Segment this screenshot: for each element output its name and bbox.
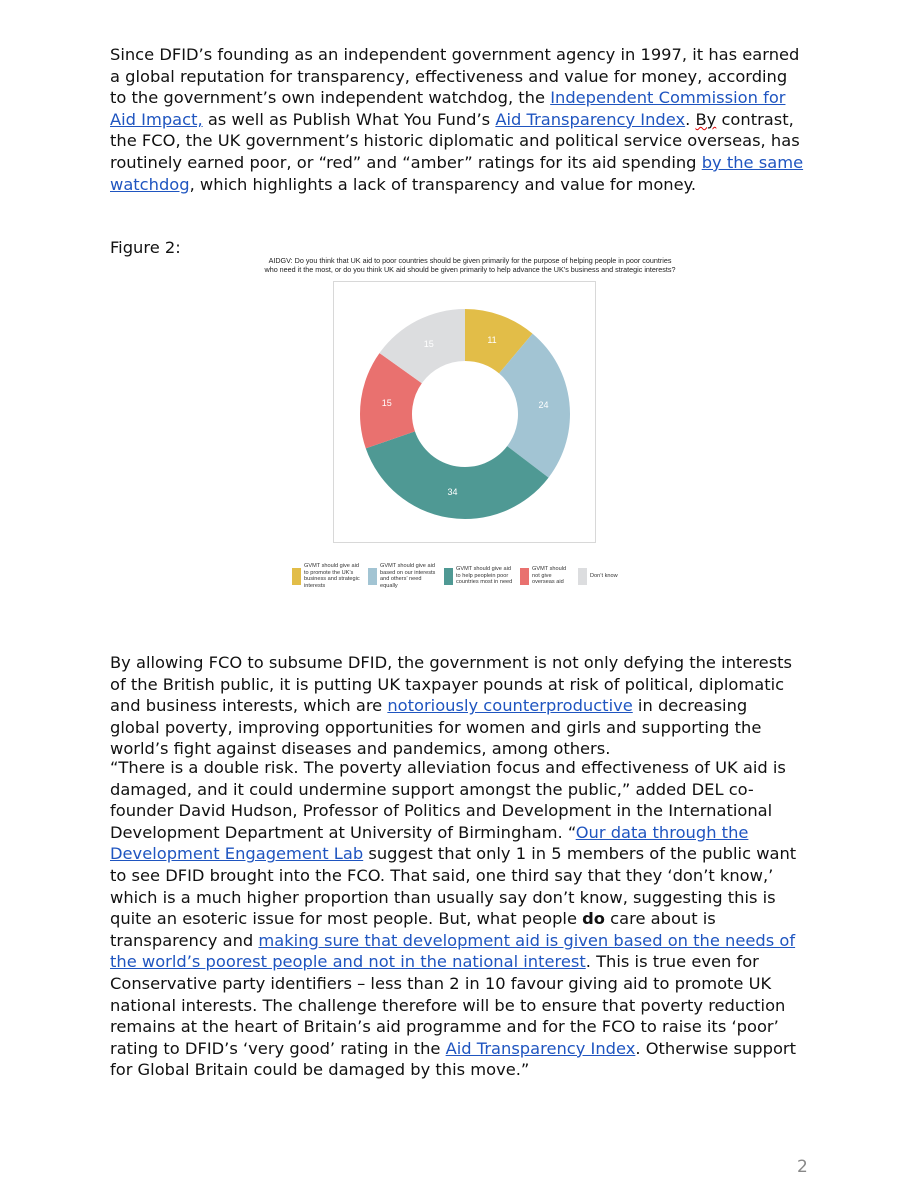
- misspelled-word: By: [695, 109, 717, 129]
- text-run: which is a much higher proportion than usually say don’t know, suggesting this is: [110, 887, 776, 907]
- text-line: [110, 152, 803, 174]
- text-run: . Otherwise support: [635, 1038, 796, 1058]
- page-number: 2: [797, 1157, 808, 1177]
- text-line: [110, 1059, 796, 1081]
- legend-item: [444, 563, 514, 589]
- text-line: [110, 674, 792, 696]
- text-run: founder David Hudson, Professor of Politics and Development in the International: [110, 801, 773, 821]
- text-run: transparency and: [110, 930, 259, 950]
- legend-label: Don’t know: [590, 572, 618, 579]
- chart-legend: [292, 563, 624, 589]
- legend-item: [578, 563, 624, 589]
- text-run: a global reputation for transparency, effectiveness and value for money, according: [110, 66, 788, 86]
- text-run: care about is: [605, 909, 716, 929]
- text-run: to the government’s own independent watchdog, the: [110, 88, 551, 108]
- text-line: [110, 695, 792, 717]
- text-line: [110, 652, 792, 674]
- slice-value-label: 15: [381, 397, 392, 408]
- legend-label: GVMT should give aid to promote the UK’s business and strategic interests: [304, 563, 360, 589]
- text-line: [110, 717, 792, 739]
- text-run: of the British public, it is putting UK taxpayer pounds at risk of political, diplomatic: [110, 674, 785, 694]
- text-run: .: [685, 109, 696, 129]
- text-run: rating to DFID’s ‘very good’ rating in the: [110, 1038, 446, 1058]
- chart-title-line: who need it the most, or do you think UK aid should be given primarily to help advance the UK’s business and strategic interests?: [264, 265, 676, 274]
- text-run: contrast,: [716, 109, 794, 129]
- text-line: [110, 174, 803, 196]
- bold-text: do: [582, 909, 605, 929]
- text-run: national interests. The challenge therefore will be to ensure that poverty reduction: [110, 995, 786, 1015]
- text-run: routinely earned poor, or “red” and “amber” ratings for its aid spending: [110, 152, 702, 172]
- hyperlink[interactable]: Development Engagement Lab: [110, 844, 364, 864]
- text-line: [110, 843, 796, 865]
- legend-label: GVMT should give aid to help peoplein poor countries most in need: [456, 566, 513, 586]
- text-line: [110, 779, 796, 801]
- slice-value-label: 24: [538, 400, 549, 411]
- text-run: By allowing FCO to subsume DFID, the government is not only defying the interests: [110, 653, 793, 672]
- text-run: to see DFID brought into the FCO. That said, one third say that they ‘don’t know,’: [110, 865, 774, 885]
- hyperlink[interactable]: Aid Transparency Index: [445, 1038, 636, 1058]
- legend-swatch: [578, 568, 587, 585]
- hyperlink[interactable]: Independent Commission for: [550, 88, 786, 108]
- legend-item: [292, 563, 362, 589]
- text-run: damaged, and it could undermine support amongst the public,” added DEL co-: [110, 779, 754, 799]
- slice-value-label: 34: [447, 487, 458, 498]
- text-run: remains at the heart of Britain’s aid programme and for the FCO to raise its ‘poor’: [110, 1017, 779, 1037]
- text-line: [110, 995, 796, 1017]
- text-line: [110, 44, 803, 66]
- legend-swatch: [520, 568, 529, 585]
- paragraph-fco-subsume: [110, 652, 792, 760]
- text-line: [110, 1038, 796, 1060]
- text-run: global poverty, improving opportunities for women and girls and supporting the: [110, 717, 762, 737]
- chart-title-line: AIDGV: Do you think that UK aid to poor countries should be given primarily for the purpose of helping people in poor countries: [268, 256, 672, 265]
- hyperlink[interactable]: Aid Impact,: [110, 109, 203, 129]
- text-line: [110, 800, 796, 822]
- donut-chart: [333, 281, 596, 543]
- legend-label: GVMT should give aid based on our interests and others’ need equally: [380, 563, 436, 589]
- text-line: [110, 109, 803, 131]
- text-line: [110, 130, 803, 152]
- legend-swatch: [292, 568, 301, 585]
- text-run: Conservative party identifiers – less than 2 in 10 favour giving aid to promote UK: [110, 973, 772, 993]
- text-run: , which highlights a lack of transparency and value for money.: [189, 174, 697, 194]
- text-line: [110, 908, 796, 930]
- text-run: quite an esoteric issue for most people. But, what people: [110, 909, 583, 929]
- text-line: [110, 1016, 796, 1038]
- text-line: [110, 887, 796, 909]
- text-run: in decreasing: [632, 696, 748, 716]
- text-line: [110, 951, 796, 973]
- legend-item: [520, 563, 572, 589]
- text-line: [110, 930, 796, 952]
- hyperlink[interactable]: Our data through the: [575, 822, 749, 842]
- text-run: world’s fight against diseases and pandemics, among others.: [110, 739, 611, 759]
- text-run: Development Department at University of Birmingham. “: [110, 822, 576, 842]
- legend-swatch: [368, 568, 377, 585]
- paragraph-quote: [110, 757, 796, 1081]
- text-line: [110, 865, 796, 887]
- hyperlink[interactable]: notoriously counterproductive: [387, 696, 633, 716]
- text-line: [110, 87, 803, 109]
- text-run: for Global Britain could be damaged by this move.”: [110, 1060, 530, 1080]
- legend-swatch: [444, 568, 453, 585]
- figure-label: Figure 2:: [110, 238, 181, 257]
- text-run: suggest that only 1 in 5 members of the public want: [363, 844, 797, 864]
- slice-value-label: 15: [423, 338, 434, 349]
- hyperlink[interactable]: by the same: [701, 152, 804, 172]
- text-line: [110, 973, 796, 995]
- text-line: [110, 66, 803, 88]
- slice-value-label: 11: [487, 334, 497, 345]
- hyperlink[interactable]: watchdog: [110, 174, 190, 194]
- text-run: the FCO, the UK government’s historic diplomatic and political service overseas, has: [110, 131, 800, 151]
- paragraph-transparency: [110, 44, 803, 195]
- text-line: [110, 822, 796, 844]
- text-run: . This is true even for: [585, 952, 759, 972]
- text-run: Since DFID’s founding as an independent government agency in 1997, it has earned: [110, 45, 800, 64]
- legend-label: GVMT should not give overseas aid: [532, 566, 567, 586]
- text-run: and business interests, which are: [110, 696, 388, 716]
- hyperlink[interactable]: the world’s poorest people and not in the national interest: [110, 952, 586, 972]
- legend-item: [368, 563, 438, 589]
- text-run: “There is a double risk. The poverty alleviation focus and effectiveness of UK aid is: [110, 758, 786, 777]
- hyperlink[interactable]: making sure that development aid is given based on the needs of: [258, 930, 796, 950]
- chart-title: [220, 256, 720, 274]
- text-run: as well as Publish What You Fund’s: [202, 109, 496, 129]
- hyperlink[interactable]: Aid Transparency Index: [495, 109, 686, 129]
- text-line: [110, 757, 796, 779]
